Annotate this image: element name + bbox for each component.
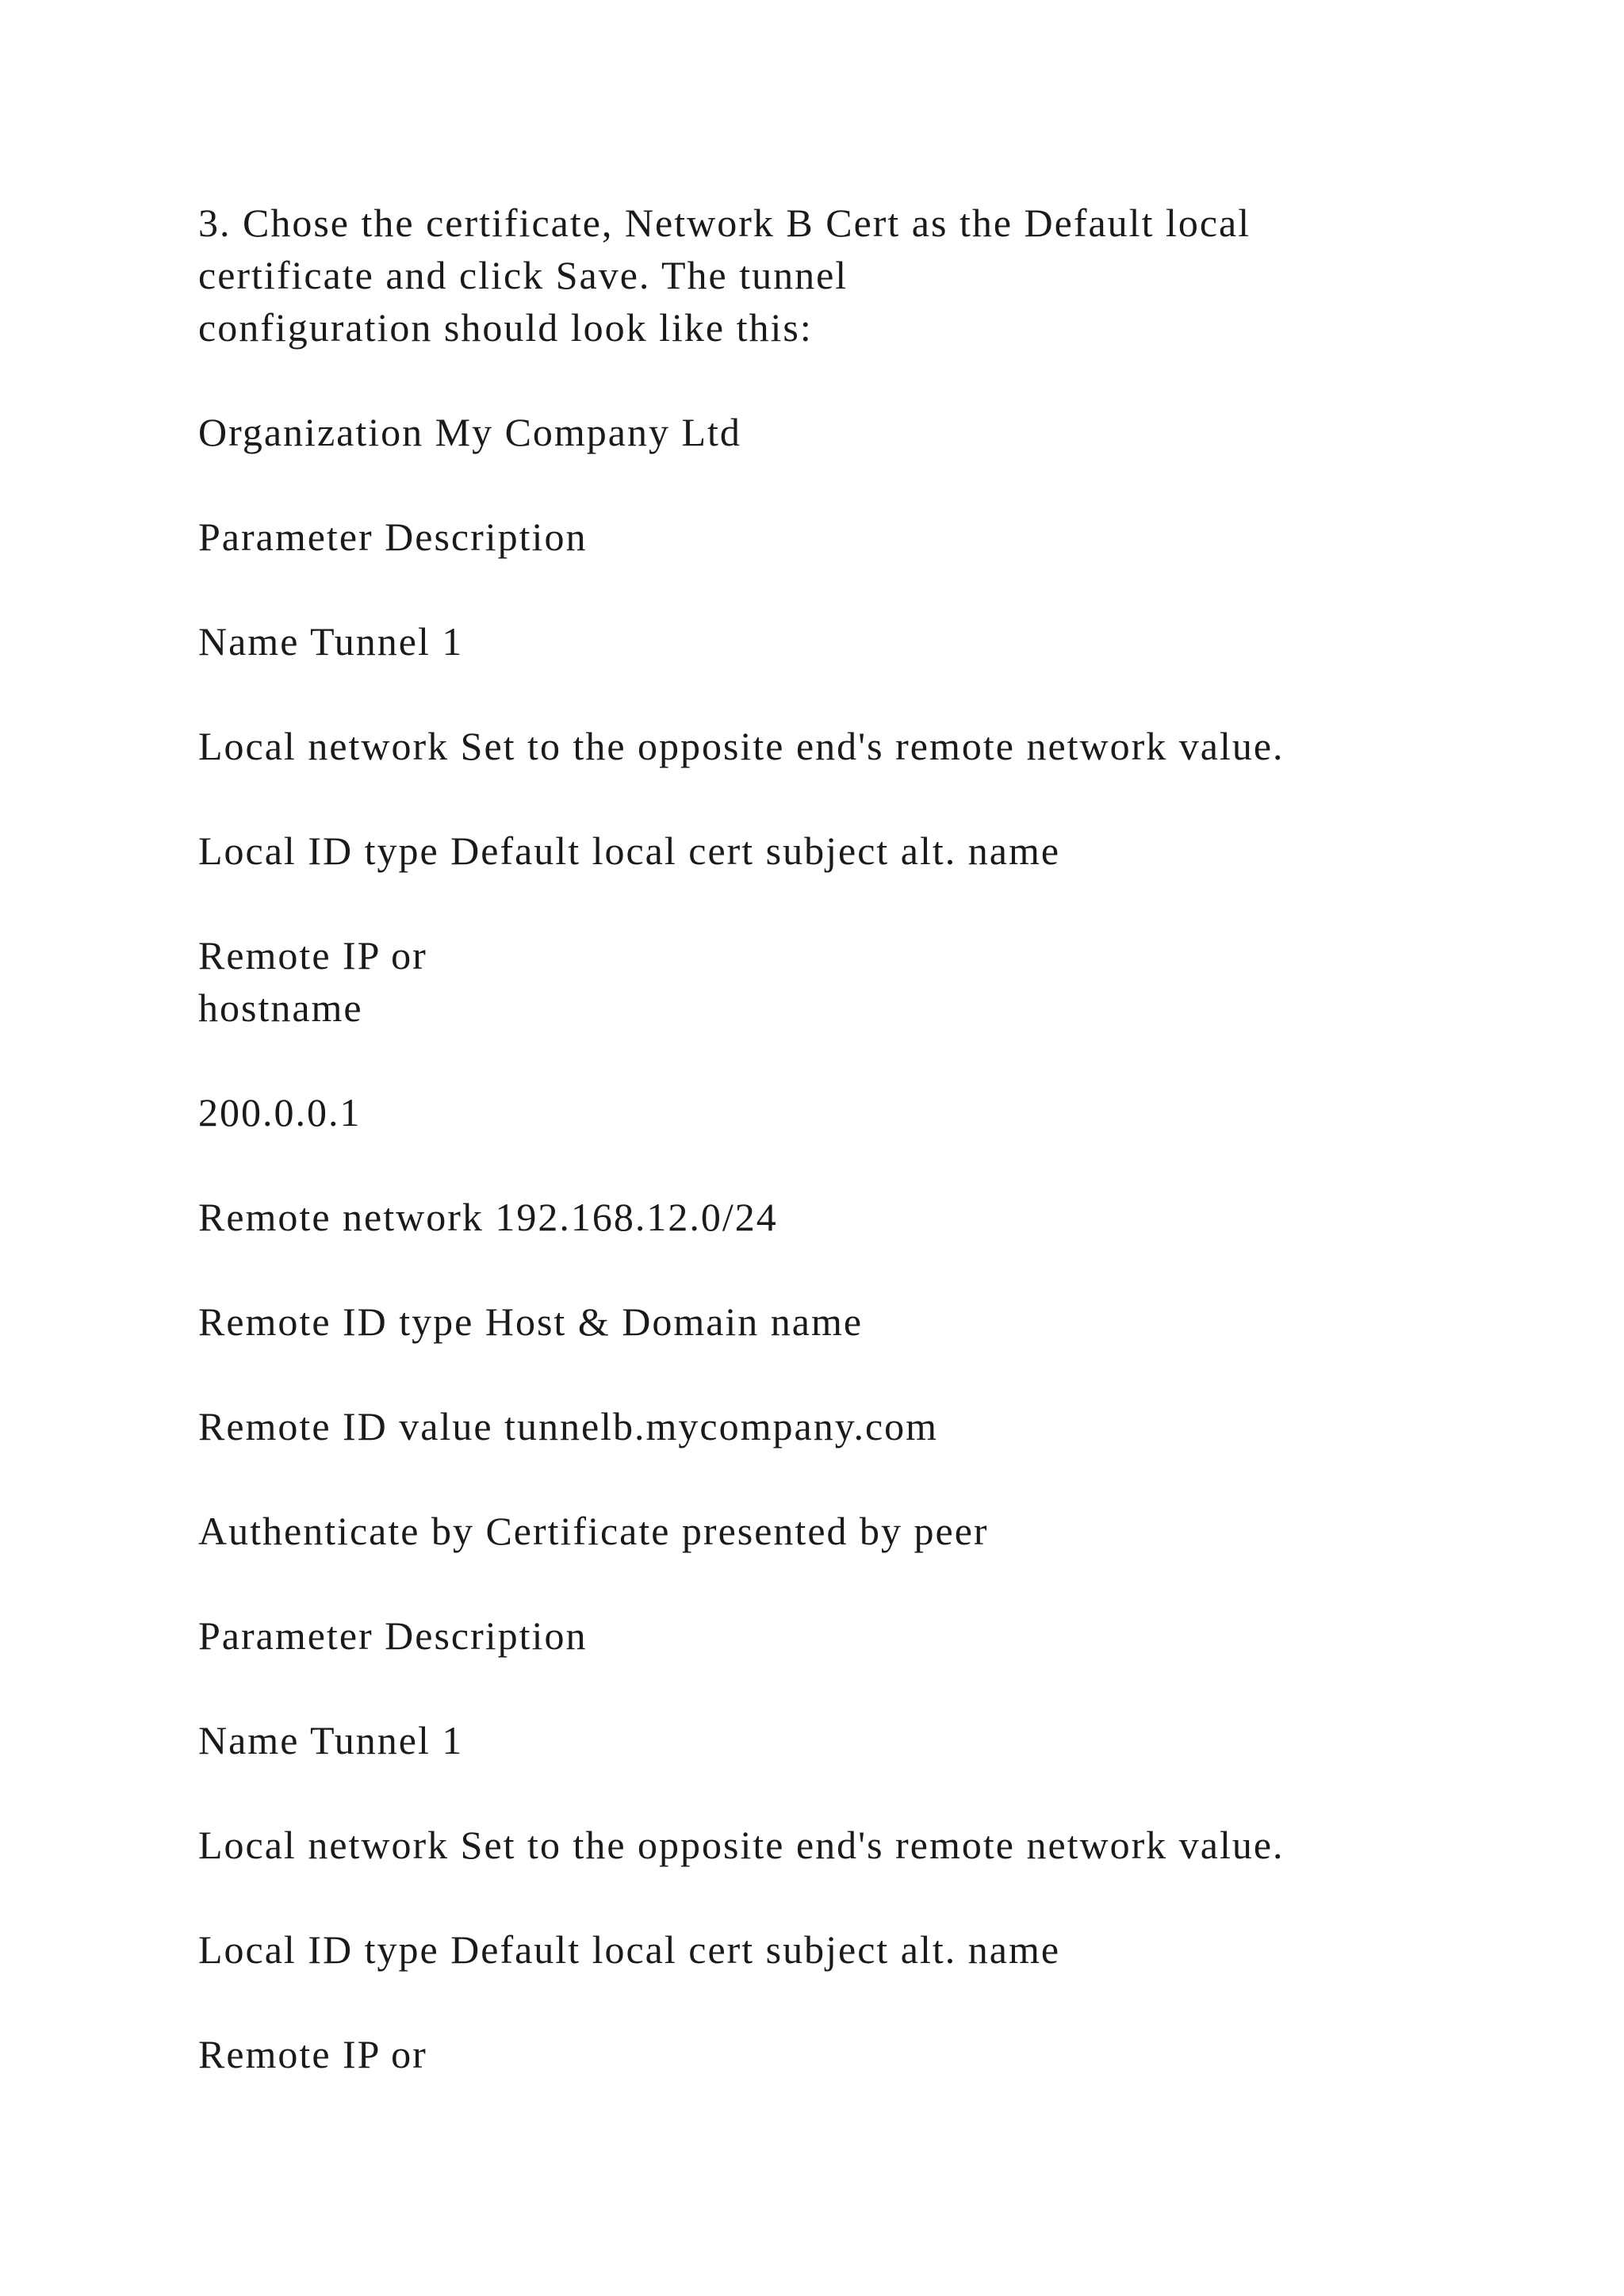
block1-local-network: Local network Set to the opposite end's remote network value. — [198, 724, 1285, 768]
block1-name: Name Tunnel 1 — [198, 619, 464, 664]
step-intro-line-1: 3. Chose the certificate, Network B Cert as the Default local — [198, 201, 1251, 245]
organization-line: Organization My Company Ltd — [198, 410, 741, 454]
block1-local-id-type: Local ID type Default local cert subject alt. name — [198, 828, 1061, 873]
block1-remote-ip-label-1: Remote IP or — [198, 933, 427, 978]
block1-header: Parameter Description — [198, 515, 588, 559]
block1-remote-id-value: Remote ID value tunnelb.mycompany.com — [198, 1404, 939, 1448]
block1-remote-ip-value: 200.0.0.1 — [198, 1090, 362, 1135]
block1-remote-network: Remote network 192.168.12.0/24 — [198, 1195, 778, 1239]
block2-local-id-type: Local ID type Default local cert subject alt. name — [198, 1927, 1061, 1972]
block1-remote-id-type: Remote ID type Host & Domain name — [198, 1299, 864, 1344]
block1-authenticate-by: Authenticate by Certificate presented by peer — [198, 1509, 989, 1553]
step-intro-line-3: configuration should look like this: — [198, 305, 813, 350]
block1-remote-ip-label-2: hostname — [198, 985, 363, 1030]
step-intro-line-2: certificate and click Save. The tunnel — [198, 253, 848, 297]
block2-local-network: Local network Set to the opposite end's remote network value. — [198, 1823, 1285, 1867]
block2-header: Parameter Description — [198, 1613, 588, 1658]
block2-remote-ip-label-1: Remote IP or — [198, 2032, 427, 2076]
block2-name: Name Tunnel 1 — [198, 1718, 464, 1762]
